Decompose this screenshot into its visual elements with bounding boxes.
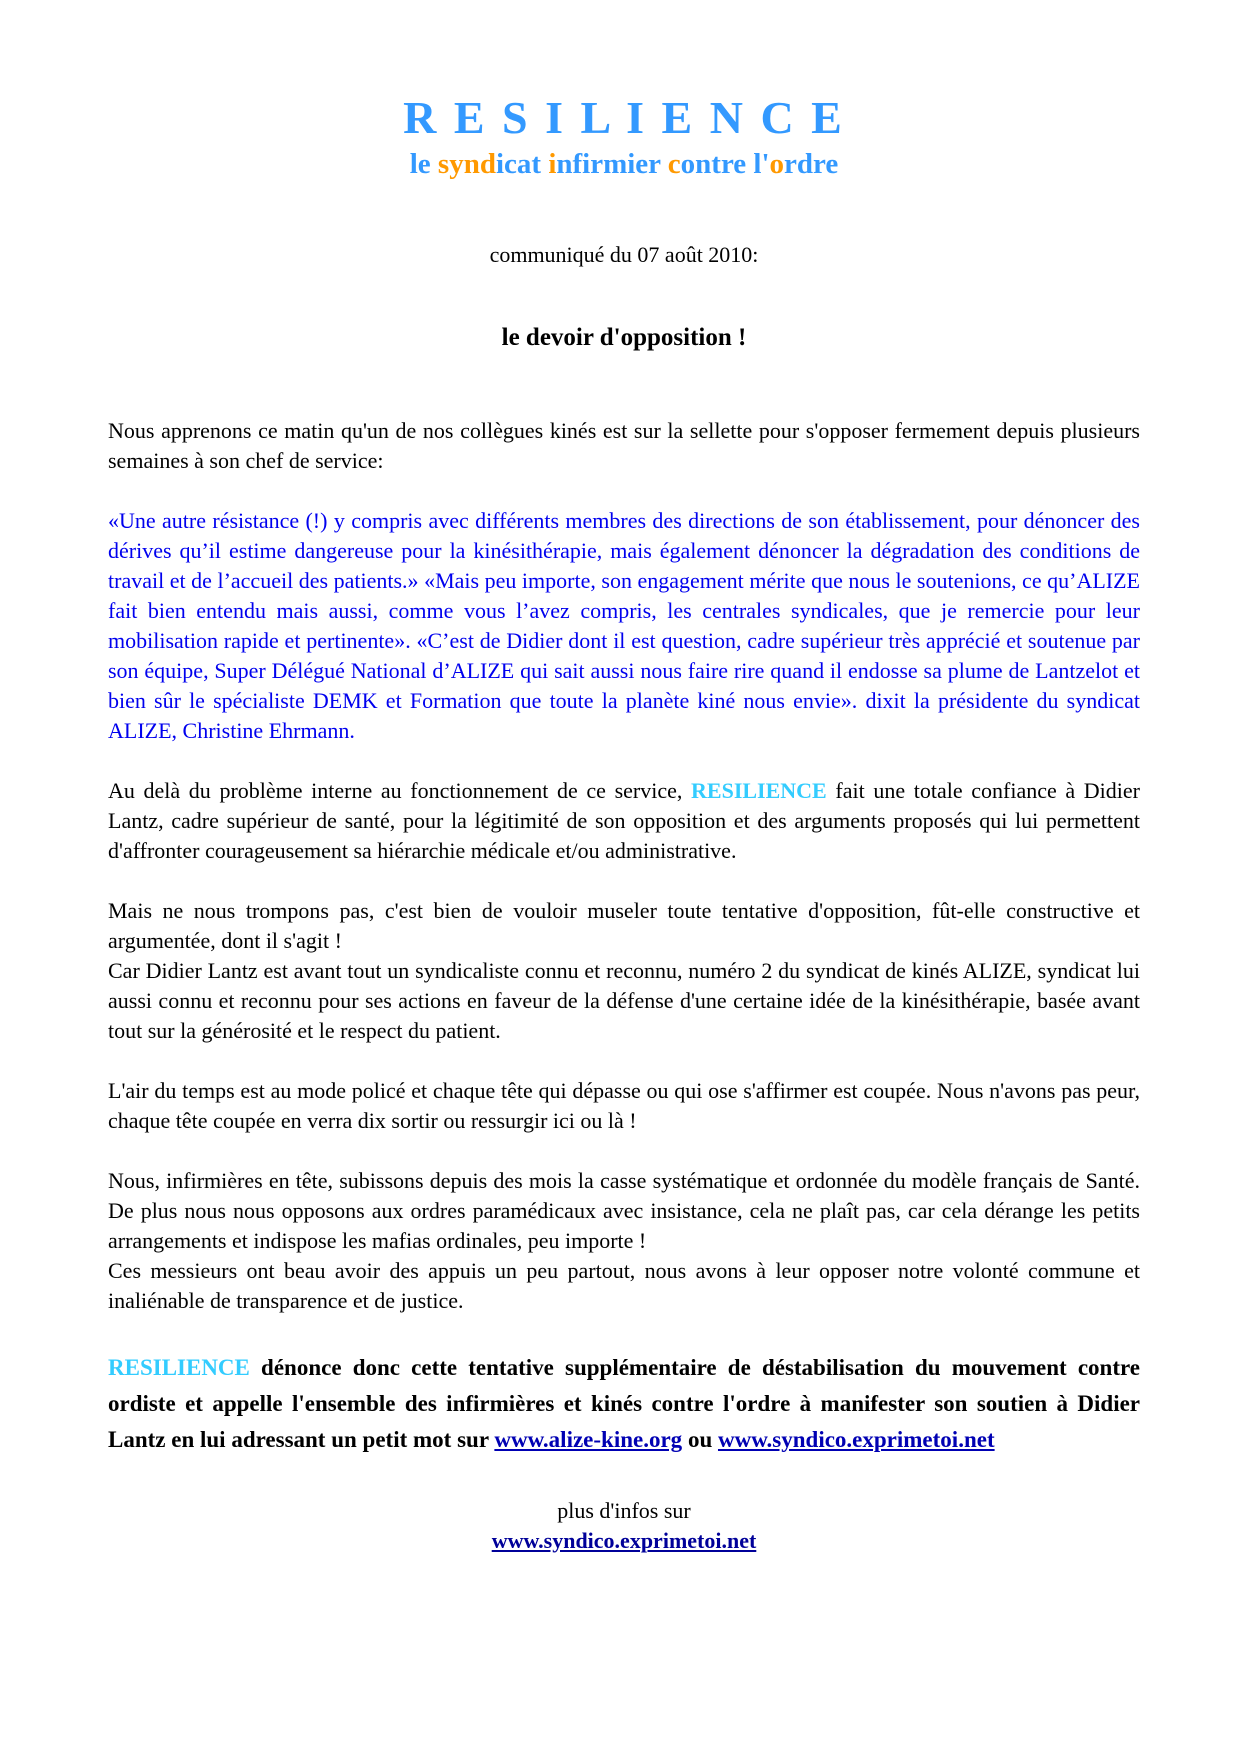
- text-segment: L'air du temps est au mode policé et chaque tête qui dépasse ou qui ose s'affirmer est coupée. Nous n'avons pas peur, chaque tête coupée en verra dix sortir ou ressurgir ici ou là !: [108, 1077, 1140, 1133]
- text-segment: o: [769, 147, 785, 180]
- text-segment: Mais ne nous trompons pas, c'est bien de vouloir museler toute tentative d'opposition, fût-elle constructive et argumentée, dont il s'agit !: [108, 897, 1140, 953]
- text-segment: nfirmier: [556, 147, 668, 180]
- text-segment: ou: [682, 1426, 718, 1452]
- document-header: [108, 92, 1140, 182]
- inline-link[interactable]: www.syndico.exprimetoi.net: [717, 1426, 995, 1452]
- text-segment: fait une totale confiance à Didier Lantz, cadre supérieur de santé, pour la légitimité de son opposition et des arguments proposés qui lui permettent d'affronter courageusement sa hiérarchie médicale et/ou administrative.: [108, 777, 1140, 863]
- text-segment: Au delà du problème interne au fonctionnement de ce service,: [108, 777, 692, 803]
- paragraph-intro: [108, 416, 1140, 476]
- text-segment: Car Didier Lantz est avant tout un syndicaliste connu et reconnu, numéro 2 du syndicat de kinés ALIZE, syndicat lui aussi connu et reconnu pour ses actions en faveur de la défense d'une certaine idée de la kinésithérapie, basée avant tout sur la générosité et le respect du patient.: [108, 957, 1140, 1043]
- footer-syndico-link[interactable]: www.syndico.exprimetoi.net: [491, 1527, 757, 1553]
- text-segment: i: [548, 147, 557, 180]
- paragraph-air-du-temps: [108, 1076, 1140, 1136]
- paragraph-appel: [108, 1350, 1140, 1458]
- text-segment: rdre: [784, 147, 839, 180]
- document-body: [108, 416, 1140, 1458]
- text-segment: icat: [495, 147, 549, 180]
- paragraph-confiance: [108, 776, 1140, 866]
- text-segment: Ces messieurs ont beau avoir des appuis un peu partout, nous avons à leur opposer notre volonté commune et inaliénable de transparence et de justice.: [108, 1257, 1140, 1313]
- text-segment: Nous apprenons ce matin qu'un de nos collègues kinés est sur la sellette pour s'opposer fermement depuis plusieurs semaines à son chef de service:: [108, 417, 1140, 473]
- paragraph-infirmieres: [108, 1166, 1140, 1316]
- paragraph-quote: [108, 506, 1140, 746]
- text-segment: RESILIENCE: [691, 777, 827, 803]
- text-segment: ontre l': [680, 147, 770, 180]
- text-segment: Nous, infirmières en tête, subissons depuis des mois la casse systématique et ordonnée du modèle français de Santé. De plus nous nous opposons aux ordres paramédicaux avec insistance, cela ne plaît pas, car cela dérange les petits arrangements et indispose les mafias ordinales, peu importe !: [108, 1167, 1140, 1253]
- communique-dateline: communiqué du 07 août 2010:: [489, 241, 759, 267]
- footer-link-line: [108, 1526, 1140, 1556]
- inline-link[interactable]: www.alize-kine.org: [494, 1426, 683, 1452]
- org-subtitle: [108, 147, 1140, 182]
- text-segment: synd: [437, 147, 496, 180]
- org-title: R E S I L I E N C E: [403, 92, 845, 143]
- text-segment: c: [667, 147, 681, 180]
- document-footer: [108, 1496, 1140, 1556]
- text-segment: dénonce donc cette tentative supplémentaire de déstabilisation du mouvement contre ordiste et appelle l'ensemble des infirmières et kinés contre l'ordre à manifester son soutien à Didier Lantz en lui adressant un petit mot sur: [108, 1354, 1140, 1452]
- paragraph-museler: [108, 896, 1140, 1046]
- document-heading: le devoir d'opposition !: [501, 323, 747, 351]
- text-segment: RESILIENCE: [108, 1354, 250, 1380]
- text-segment: «Une autre résistance (!) y compris avec différents membres des directions de son établissement, pour dénoncer des dérives qu’il estime dangereuse pour la kinésithérapie, mais également dénoncer la dégradation des conditions de travail et de l’accueil des patients.» «Mais peu importe, son engagement mérite que nous le soutenions, ce qu’ALIZE fait bien entendu mais aussi, comme vous l’avez compris, les centrales syndicales, que je remercie pour leur mobilisation rapide et pertinente». «C’est de Didier dont il est question, cadre supérieur très apprécié et soutenue par son équipe, Super Délégué National d’ALIZE qui sait aussi nous faire rire quand il endosse sa plume de Lantzelot et bien sûr le spécialiste DEMK et Formation que toute la planète kiné nous envie». dixit la présidente du syndicat ALIZE, Christine Ehrmann.: [108, 507, 1140, 743]
- footer-infos-label: plus d'infos sur: [557, 1497, 691, 1523]
- text-segment: le: [409, 147, 438, 180]
